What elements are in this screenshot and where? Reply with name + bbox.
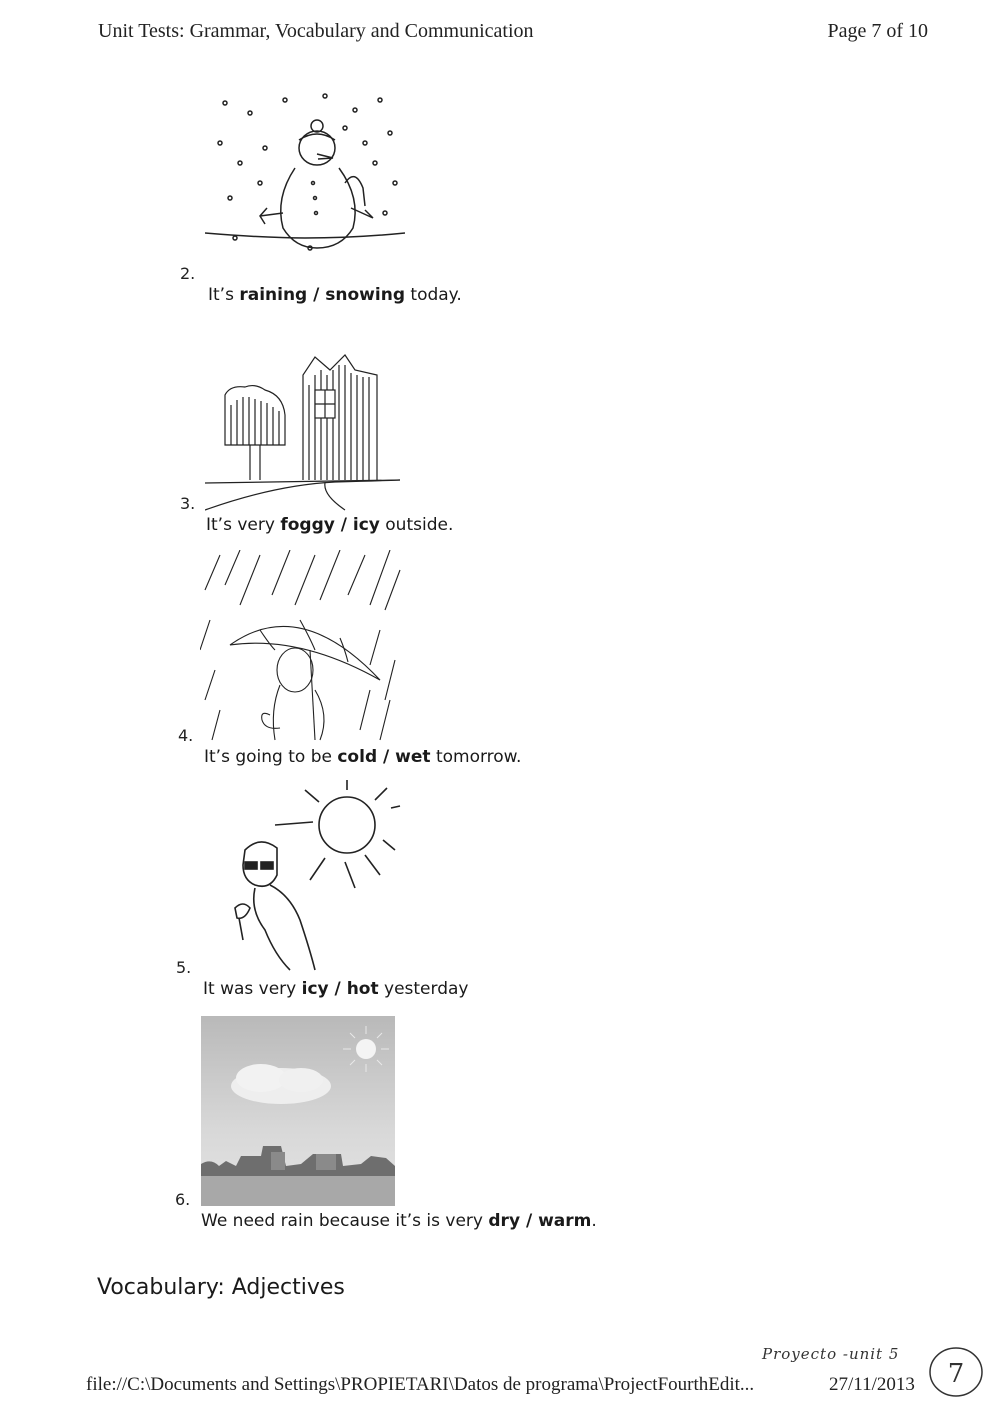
sentence-6 <box>201 1211 597 1231</box>
option-a: raining <box>239 285 308 305</box>
sentence-text: today. <box>405 285 462 305</box>
sentence-text: outside. <box>379 515 454 535</box>
option-separator: / <box>520 1211 539 1231</box>
circled-number: 7 <box>947 1359 965 1389</box>
umbrella-rain-icon <box>200 550 405 745</box>
page-number: Page 7 of 10 <box>827 20 928 42</box>
sentence-text: It’s going to be <box>204 747 338 767</box>
item-number: 6. <box>175 1190 191 1209</box>
option-separator: / <box>377 747 396 767</box>
sentence-text: It was very <box>203 979 302 999</box>
option-separator: / <box>307 285 326 305</box>
sentence-4 <box>204 747 521 767</box>
snowman-icon <box>205 88 405 263</box>
item-number: 4. <box>178 726 194 745</box>
option-a: icy <box>301 979 329 999</box>
option-b: warm <box>538 1211 592 1231</box>
option-a: foggy <box>280 515 335 535</box>
option-b: icy <box>352 515 380 535</box>
sentence-text: We need rain because it’s is very <box>201 1211 489 1231</box>
option-a: cold <box>337 747 378 767</box>
circled-page-number <box>926 1340 986 1400</box>
hot-sun-icon <box>215 780 405 975</box>
sentence-text: yesterday <box>378 979 469 999</box>
handwritten-note: Proyecto -unit 5 <box>762 1345 900 1363</box>
print-date: 27/11/2013 <box>829 1374 915 1395</box>
item-number: 5. <box>176 958 192 977</box>
item-number: 2. <box>180 264 196 283</box>
sentence-2 <box>208 285 462 305</box>
option-separator: / <box>328 979 347 999</box>
foggy-house-icon <box>205 345 405 515</box>
option-b: wet <box>395 747 431 767</box>
sentence-text: It’s very <box>206 515 281 535</box>
item-number: 3. <box>180 494 196 513</box>
sentence-text: . <box>591 1211 597 1231</box>
option-b: snowing <box>325 285 405 305</box>
sentence-text: It’s <box>208 285 240 305</box>
option-b: hot <box>346 979 379 999</box>
file-path: file://C:\Documents and Settings\PROPIETARI\Datos de programa\ProjectFourthEdit... <box>86 1374 755 1395</box>
sentence-5 <box>203 979 468 999</box>
option-a: dry <box>488 1211 521 1231</box>
section-title: Vocabulary: Adjectives <box>97 1275 345 1300</box>
document-header-title: Unit Tests: Grammar, Vocabulary and Communication <box>98 20 534 42</box>
sentence-3 <box>206 515 453 535</box>
sentence-text: tomorrow. <box>430 747 522 767</box>
dry-landscape-icon <box>201 1016 395 1206</box>
option-separator: / <box>334 515 353 535</box>
